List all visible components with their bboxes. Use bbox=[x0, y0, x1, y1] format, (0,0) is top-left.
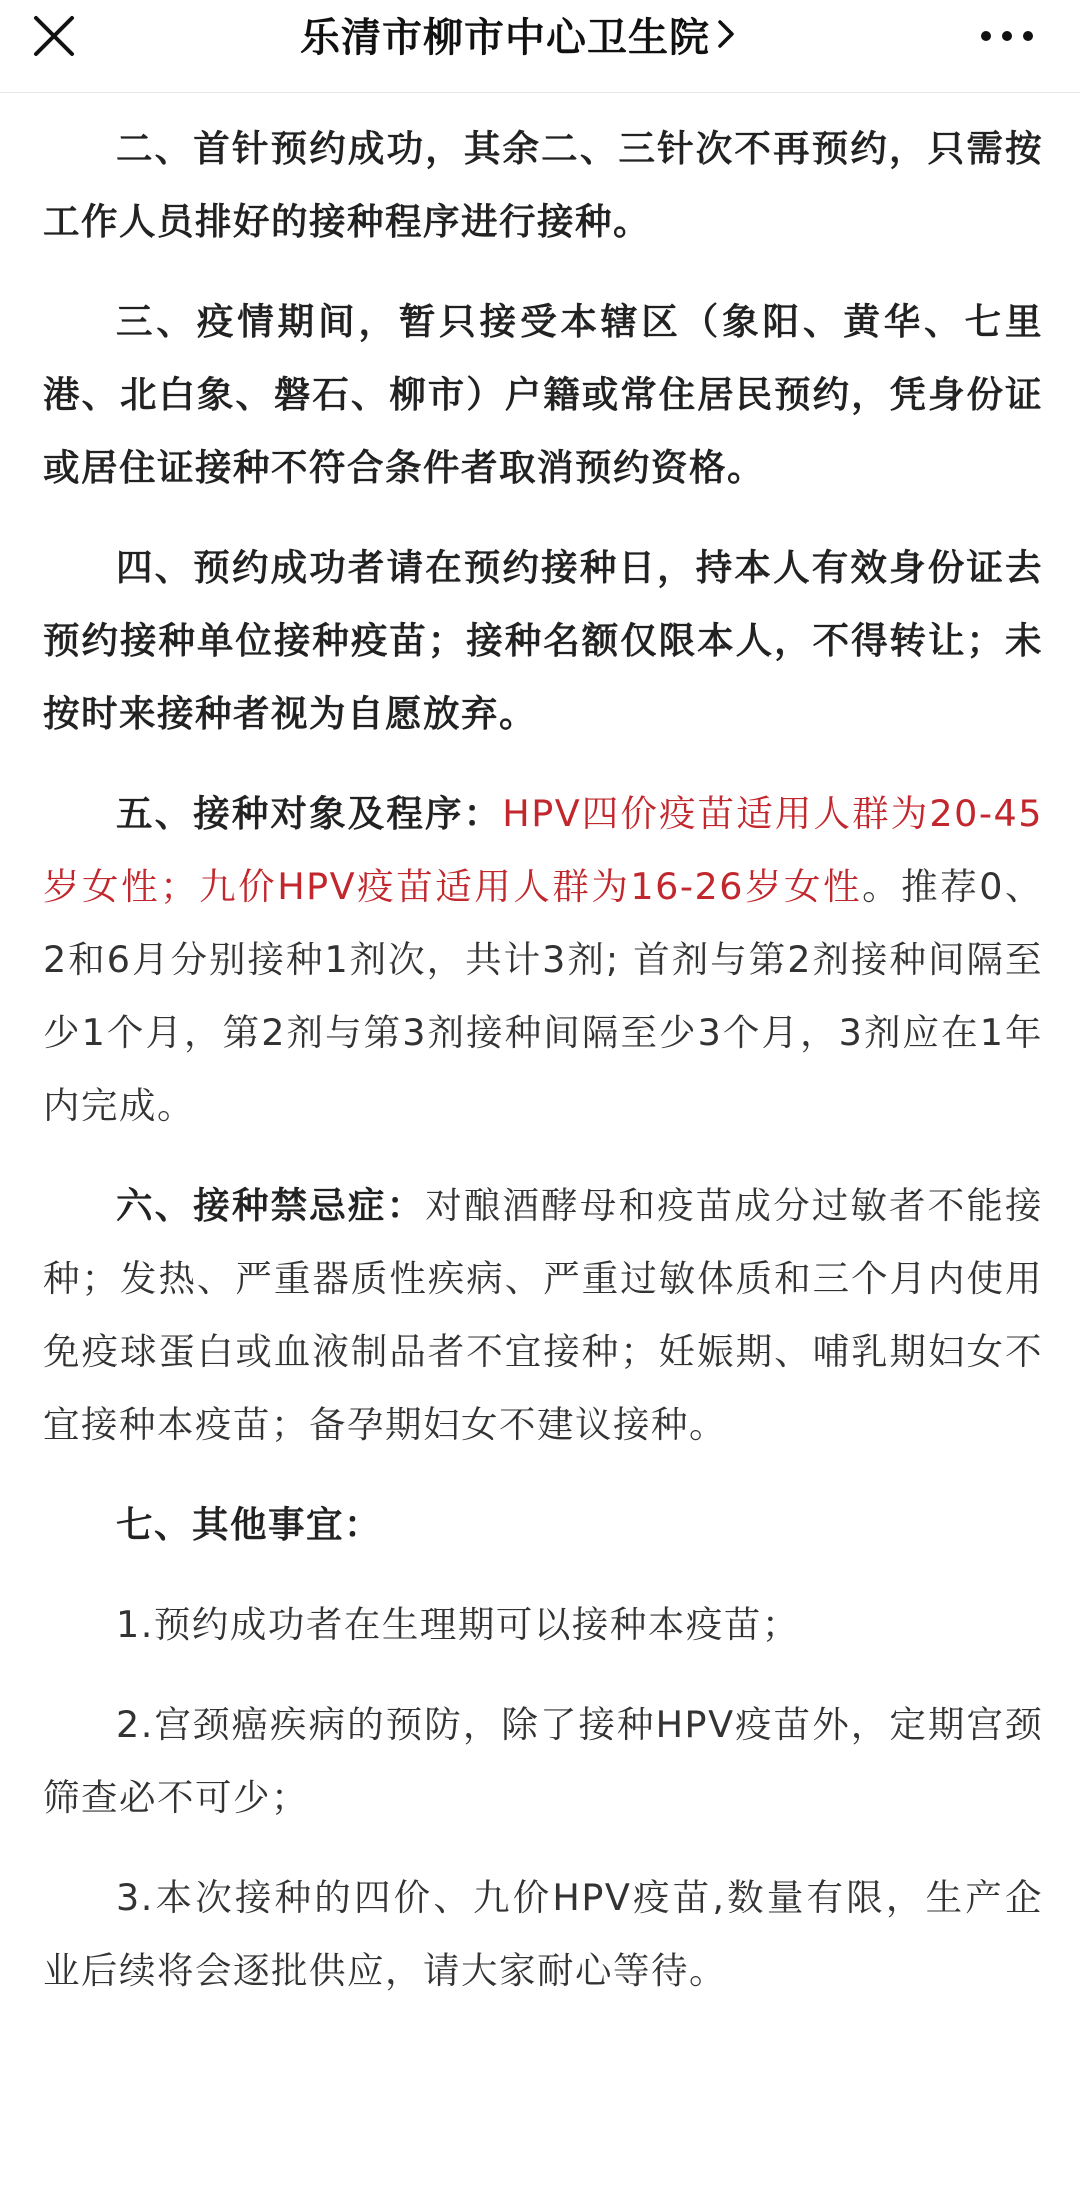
list-item-1: 1.预约成功者在生理期可以接种本疫苗； bbox=[116, 1603, 800, 1646]
paragraph-6 bbox=[43, 1169, 1043, 1461]
paragraph-5-text: 。推荐0、2和6月分别接种1剂次，共计3剂; 首剂与第2剂接种间隔至少1个月，第2剂与第3剂接种间隔至少3个月，3剂应在1年内完成。 bbox=[43, 865, 1043, 1127]
paragraph-2: 二、首针预约成功，其余二、三针次不再预约，只需按工作人员排好的接种程序进行接种。 bbox=[43, 127, 1043, 243]
account-title-link[interactable] bbox=[300, 4, 800, 64]
page-title: 乐清市柳市中心卫生院 bbox=[300, 14, 710, 61]
more-options-button[interactable] bbox=[972, 12, 1042, 60]
paragraph-6-text: 对酿酒酵母和疫苗成分过敏者不能接种；发热、严重器质性疾病、严重过敏体质和三个月内使用免疫球蛋白或血液制品者不宜接种；妊娠期、哺乳期妇女不宜接种本疫苗；备孕期妇女不建议接种。 bbox=[43, 1184, 1044, 1446]
article-body bbox=[43, 112, 1043, 2034]
top-nav-bar bbox=[0, 0, 1080, 93]
close-button[interactable] bbox=[26, 8, 82, 64]
paragraph-5 bbox=[43, 777, 1043, 1142]
paragraph-3: 三、疫情期间，暂只接受本辖区（象阳、黄华、七里港、北白象、磐石、柳市）户籍或常住居民预约，凭身份证或居住证接种不符合条件者取消预约资格。 bbox=[43, 300, 1043, 489]
paragraph-4: 四、预约成功者请在预约接种日，持本人有效身份证去预约接种单位接种疫苗；接种名额仅限本人，不得转让；未按时来接种者视为自愿放弃。 bbox=[43, 546, 1043, 735]
paragraph-5-label: 五、接种对象及程序： bbox=[116, 792, 503, 835]
section-7-heading: 七、其他事宜： bbox=[116, 1503, 382, 1546]
close-icon bbox=[26, 8, 82, 64]
paragraph-6-label: 六、接种禁忌症： bbox=[116, 1184, 426, 1227]
paragraph-5-highlight: HPV四价疫苗适用人群为20-45岁女性；九价HPV疫苗适用人群为16-26岁女性 bbox=[43, 792, 1043, 908]
list-item-3: 3.本次接种的四价、九价HPV疫苗,数量有限，生产企业后续将会逐批供应，请大家耐心等待。 bbox=[43, 1876, 1043, 1992]
list-item-2: 2.宫颈癌疾病的预防，除了接种HPV疫苗外，定期宫颈筛查必不可少； bbox=[43, 1703, 1043, 1819]
more-dots-icon bbox=[972, 12, 1042, 60]
chevron-right-icon bbox=[714, 14, 740, 54]
